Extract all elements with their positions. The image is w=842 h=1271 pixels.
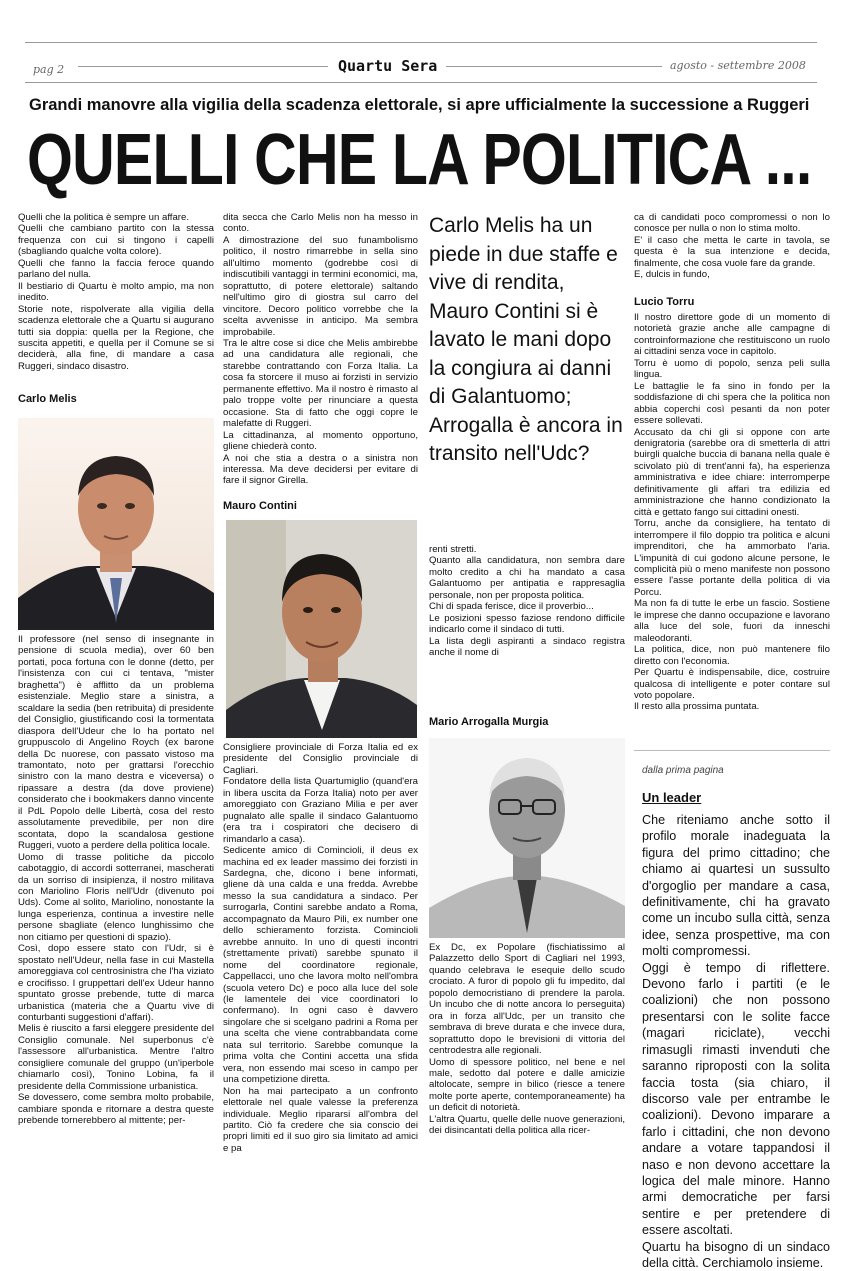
paragraph: Che riteniamo anche sotto il profilo morale inadeguata la figura del primo cittadino; che chiamo ai quartesi un sussulto d'orgoglio per mandare a casa, definitivamente, chi ha gravato come un incubo sulla città, senza idee, senza prospettive, ma con molti compromessi. [642, 813, 830, 959]
paragraph: Fondatore della lista Quartumiglio (quand'era in libera uscita da Forza Italia) noto per aver amoreggiato con Graziano Milia e per aver pugnalato alle spalle il sindaco Galantuomo (era tra i cospiratori che decisero di rimandarlo a casa). [223, 776, 418, 845]
paragraph: Sedicente amico di Comincioli, il deus ex machina ed ex leader massimo dei forzisti in Sardegna, che, dicono i bene informati, gliene dà una calda e una fredda. Avrebbe messo la sua candidatura a sindaco. Per surrogarla, Contini sarebbe andato a Roma, accompagnato da Mauro Pili, ex number one dello schieramento forzista. Comincioli avrebbe annuito. In uno di questi incontri (strettamente privati) sarebbe spunato il nome del coordinatore regionale, Cappellacci, uno che lavora molto nell'ombra (scuola vetero Dc) e poco alla luce del sole (le lamentele dei vice coordinatori lo confermano). In ogni caso è davvero singolare che si scelgano padrini a Roma per una scelta che viene contrabbandata come nata sul territorio. Sarebbe comunque la prima volta che Contini accetta una sfida vera, non essendo mai sceso in campo per una competizione diretta. [223, 845, 418, 1086]
col2-body [223, 742, 418, 1154]
pull-quote: Carlo Melis ha un piede in due staffe e vive di rendita, Mauro Contini si è lavato le mani dopo la congiura ai danni di Galantuomo; Arrogalla è ancora in transito nell'Udc? [429, 214, 623, 465]
paragraph: ca di candidati poco compromessi o non lo conosce per nulla o non lo stima molto. [634, 212, 830, 235]
page-number: pag 2 [33, 63, 65, 76]
paragraph: Quelli che cambiano partito con la stessa frequenza con cui si tingono i capelli (sbagliando qualche volta colore). [18, 223, 214, 258]
photo-mauro-contini [226, 520, 417, 738]
col4-body [634, 312, 830, 713]
section-divider [634, 750, 830, 751]
photo-carlo-melis [18, 418, 214, 630]
paragraph: Il nostro direttore gode di un momento di notorietà grazie anche alle campagne di controinformazione che restituiscono un ruolo ai cittadini senza voce in capitolo. [634, 312, 830, 358]
paragraph: E, dulcis in fundo, [634, 269, 710, 281]
name-lucio-torru: Lucio Torru [634, 296, 695, 308]
paragraph: Quelli che la politica è sempre un affare. [18, 212, 190, 223]
paragraph: Quanto alla candidatura, non sembra dare molto credito a chi ha mandato a casa Galantuomo per antipatia e rappresaglia personale, non per proposta politica. [429, 555, 625, 601]
col1-body [18, 634, 214, 1126]
paragraph: Torru è uomo di popolo, senza peli sulla lingua. [634, 357, 830, 381]
paragraph: Non ha mai partecipato a un confronto elettorale nel quale valesse la preferenza individuale. Meglio ripararsi all'ombra del partito. Ciò fa credere che sia conscio dei propri limiti ed il suo giro sia limitato ad amici e pa [223, 1085, 418, 1154]
paragraph: Accusato da chi gli si oppone con arte denigratoria (sarebbe ora di smetterla di attri buirgli qualche buccia di banana nella quale è scivolato più di trent'anni fa), ha esperienza amministrativa e idee chiare: interromperpe definitivamente gli affari tra edilizia ed amministrazione che hanno condizionato la città e gettato fango sui cittadini onesti. [634, 426, 830, 518]
paragraph: Per Quartu è indispensabile, dice, costruire qualcosa di intelligente e poter contare sul voto popolare. [634, 667, 830, 701]
header-bottom-rule [25, 82, 817, 83]
paragraph: La lista degli aspiranti a sindaco registra anche il nome di [429, 635, 625, 659]
paragraph: Così, dopo essere stato con l'Udr, si è spostato nell'Udeur, nella fase in cui Mastella amoreggiava col centrosinistra che l'ha viziato e crocifisso. I gruppettari dell'ex Udeur hanno spuntato grosse prebende, tutte di marca urbanistica (materia che a Quartu vive di conturbanti suggestioni d'affari). [18, 943, 214, 1023]
kicker: Grandi manovre alla vigilia della scadenza elettorale, si apre ufficialmente la successione a Ruggeri [29, 96, 810, 114]
paragraph: Le posizioni spesso faziose rendono difficile indicarlo come il sindaco di tutti. [429, 612, 625, 636]
paragraph: A dimostrazione del suo funambolismo politico, il nostro rimarrebbe in sella sino all'ultimo momento (godrebbe così di indiscutibili vantaggi in termini economici, ma, soprattutto, di potere elettorale) saltando nell'ultimo giro di giostra sul carro del vincitore. Decoro politico vorrebbe che la scelta avvenisse in anticipo. Ma sembra improbabile. [223, 234, 418, 338]
top-rule [25, 42, 817, 43]
paragraph: Se dovessero, come sembra molto probabile, cambiare sponda e ritornare a destra queste prebende tornerebbero al mittente; per- [18, 1092, 214, 1127]
paragraph: E' il caso che metta le carte in tavola, se questa è la sua intenzione e decida, finalmente, che cosa vuole fare da grande. [634, 234, 830, 269]
headline: QUELLI CHE LA POLITICA ... [27, 120, 812, 200]
paragraph: Uomo di spessore politico, nel bene e nel male, sedotto dal potere e dalle amicizie altolocate, sempre in bilico (riesce a tenere molte porte aperte, contemporaneamente) ha un deficit di notorietà. [429, 1056, 625, 1114]
paragraph: Ma non fa di tutte le erbe un fascio. Sostiene le imprese che danno occupazione e lavorano alla luce del sole, fuori da inneschi maleodoranti. [634, 598, 830, 644]
paragraph: Chi di spada ferisce, dice il proverbio... [429, 601, 594, 613]
paragraph: Torru, anche da consigliere, ha tentato di interrompere il filo doppio tra politica e alcuni imprenditori, che ha ammorbato l'aria. L'impunità di cui godono alcune persone, le complicità più o meno manifeste non possono essere l'asse portante della politica di via Porcu. [634, 518, 830, 598]
col2-top [223, 212, 418, 487]
name-mauro-contini: Mauro Contini [223, 500, 297, 512]
paragraph: L'altra Quartu, quelle delle nuove generazioni, dei disincantati della politica alla ricer- [429, 1113, 625, 1137]
issue-date: agosto - settembre 2008 [670, 59, 806, 72]
header-rule-right [446, 66, 662, 67]
masthead: Quartu Sera [338, 57, 438, 75]
paragraph: Quelli che fanno la faccia feroce quando parlano del nulla. [18, 257, 214, 281]
name-mario-arrogalla-murgia: Mario Arrogalla Murgia [429, 716, 549, 728]
paragraph: Oggi è tempo di riflettere. Devono farlo i partiti (e le coalizioni) che non possono presentarsi con le solite facce (magari riciclate), vecchi rimasugli rimasti invenduti che saranno riproposti con la solita faccia tosta (sia chiaro, il discorso vale per entrambe le coalizioni). Devono imparare a farlo i cittadini, che non devono andare a votare tappandosi il naso e non devono accettare la logica del male minore. Hanno armi democratiche per farsi sentire e per pretendere di essere ascoltati. [642, 960, 830, 1238]
paragraph: Il professore (nel senso di insegnante in pensione di scuola media), over 60 ben portati, poca fortuna con le donne (detto, per l'insistenza con cui ci tentava, "mister braghetta") è afflitto da un problema esistenziale. Meglio stare a sinistra, a scaldare la sedia (ben retribuita) di presidente del Consiglio, giustificando così la tormentata diaspora dell'Udeur che lo ha portato nel gruppuscolo di Angelino Roych (ex barone della Dc nuorese, con passato vistoso ma tramontato, noto per grattarsi l'orecchio sinistro con la mano destra e viceversa) o ripassare a destra (da dove proviene) considerato che i bookmakers danno vincente il PdL Popolo delle Libertà, cosa del resto assolutamente prevedibile, per non dire scontata, dopo la scandalosa gestione Ruggeri, vuoto a perdere della politica locale. [18, 634, 214, 852]
paragraph: Tra le altre cose si dice che Melis ambirebbe ad una candidatura alle regionali, che starebbe contrattando con Forza Italia. La cosa fa storcere il muso ai forzisti in servizio permanente effettivo. Ma il nostro è rimasto al palo troppe volte per rinunciare a questa occasione. Sta di fatto che oggi copre le malefatte di Ruggeri. [223, 337, 418, 430]
name-carlo-melis: Carlo Melis [18, 393, 77, 405]
paragraph: Il resto alla prossima puntata. [634, 701, 760, 713]
photo-mario-arrogalla [429, 738, 625, 938]
leader-title: Un leader [642, 790, 702, 805]
paragraph: A noi che stia a destra o a sinistra non interessa. Ma deve decidersi per evitare di fare il signor Girella. [223, 452, 418, 487]
paragraph: Storie note, rispolverate alla vigilia della scadenza elettorale che a Quartu si augurano tutti sia doppia: quella per la Regione, che suscita appetiti, e quella per il Comune se si deciderà, alla fine, di mandare a casa Ruggeri, sindaco disastro. [18, 303, 214, 372]
paragraph: La cittadinanza, al momento opportuno, gliene chiederà conto. [223, 429, 418, 453]
paragraph: Melis è riuscito a farsi eleggere presidente del Consiglio comunale. Nel superbonus c'è l'assessore all'urbanistica. Mentre l'altro consigliere comunale del gruppo (un'iperbole chiamarlo così), Tonino Lobina, fa il presidente della Commissione urbanistica. [18, 1023, 214, 1092]
paragraph: dita secca che Carlo Melis non ha messo in conto. [223, 212, 418, 235]
section-label: dalla prima pagina [642, 765, 724, 776]
col3-caption [429, 942, 625, 1137]
leader-text [642, 812, 830, 1271]
paragraph: Il bestiario di Quartu è molto ampio, ma non inedito. [18, 280, 214, 304]
paragraph: Consigliere provinciale di Forza Italia ed ex presidente del Consiglio provinciale di Cagliari. [223, 742, 418, 776]
header-rule-left [78, 66, 328, 67]
paragraph: Uomo di trasse politiche da piccolo cabotaggio, di accordi sotterranei, mascherati da un sorriso di insipienza, il nostro militava con Mariolino Floris nell'Udr (divenuto poi Uds). Come al solito, Mariolino, nonostante la lunga esperienza, continua a investire nelle persone sbagliate (elenco lunghissimo che non citiamo per questioni di spazio). [18, 851, 214, 943]
col3-body [429, 544, 625, 659]
paragraph: renti stretti. [429, 544, 477, 555]
paragraph: Le battaglie le fa sino in fondo per la soddisfazione di chi spera che la politica non abbia coperchi così pesanti da non poter essere sollevati. [634, 380, 830, 427]
paragraph: Quartu ha bisogno di un sindaco della città. Cerchiamolo insieme. [642, 1239, 830, 1270]
col4-top [634, 212, 830, 281]
col1-intro [18, 212, 214, 372]
paragraph: Ex Dc, ex Popolare (fischiatissimo al Palazzetto dello Sport di Cagliari nel 1993, quando celebrava le esequie dello scudo crociato. A furor di popolo gli fu impedito, dal popolo democristiano di prendere la parola. Un incubo che di notte ancora lo perseguita) ora in forza all'Udc, per un transito che sembrava di breve durata e che invece dura, soprattutto dopo le brevisioni di vittoria del centrodestra alle regionali. [429, 942, 625, 1057]
paragraph: La politica, dice, non può mantenere filo diretto con l'economia. [634, 644, 830, 667]
